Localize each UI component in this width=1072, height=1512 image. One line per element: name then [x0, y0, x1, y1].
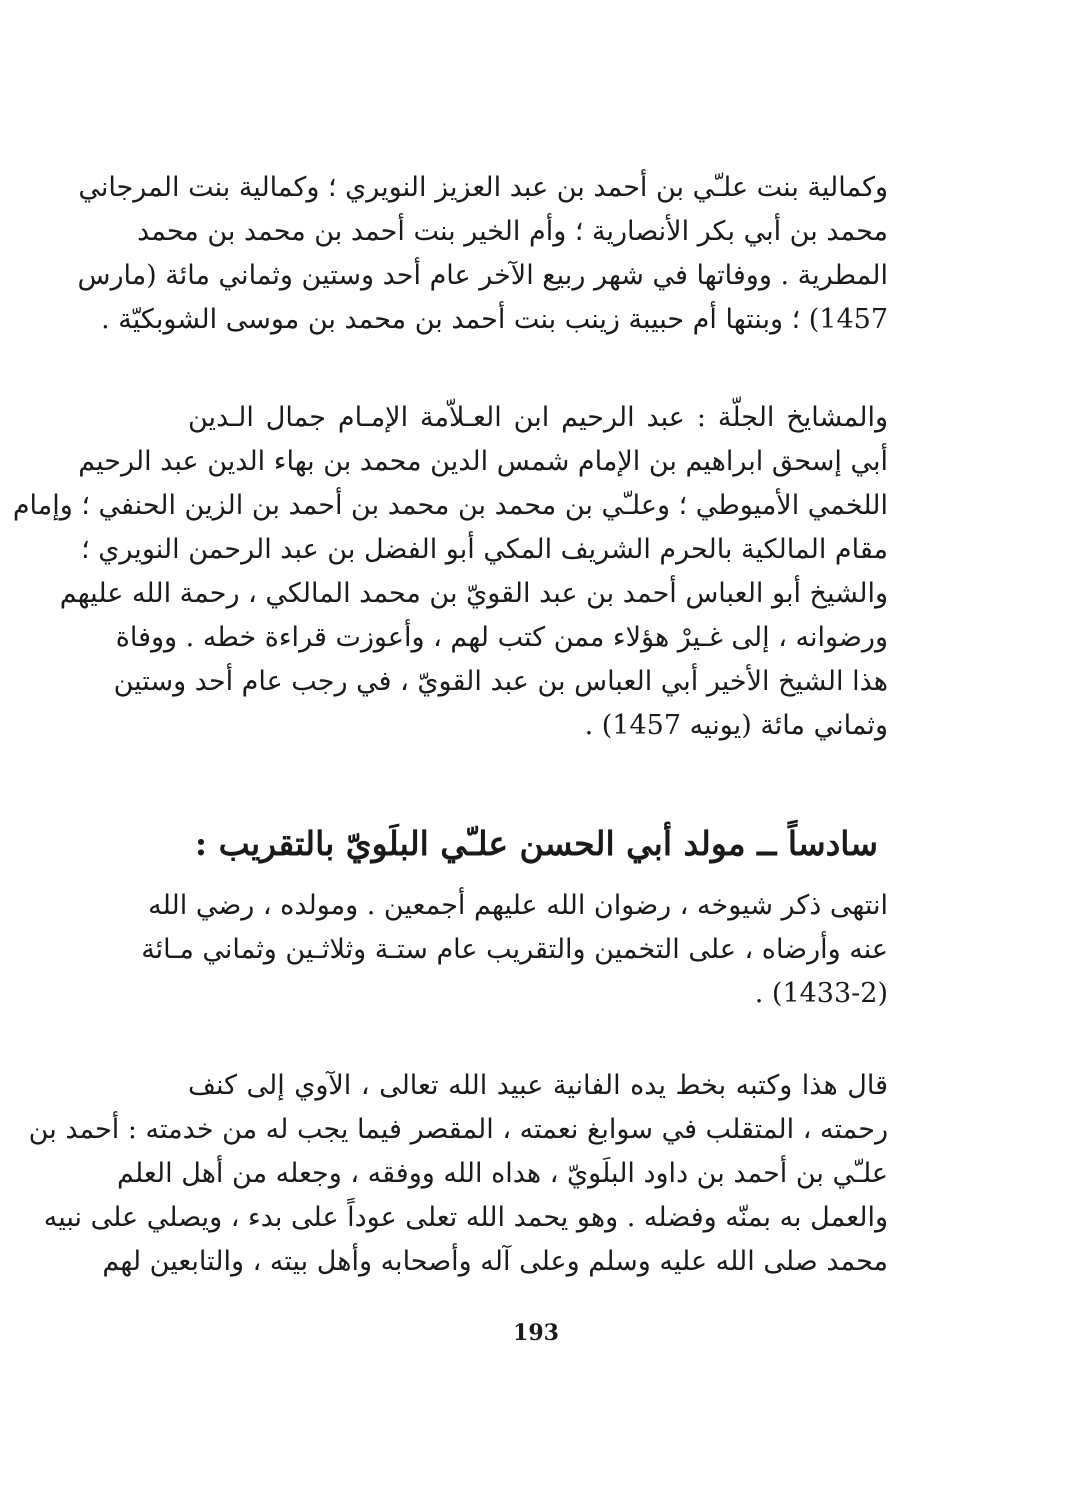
- section-heading: سادساً ــ مولد أبي الحسن علـّي البلَويّ بالتقريب :: [194, 824, 878, 863]
- text-line: أبي إسحق ابراهيم بن الإمام شمس الدين محمد بن بهاء الدين عبد الرحيم: [78, 446, 888, 477]
- text-line: وكمالية بنت علـّي بن أحمد بن عبد العزيز النويري ؛ وكمالية بنت المرجاني: [78, 172, 888, 203]
- text-line: وثماني مائة (يونيه 1457) .: [584, 710, 888, 741]
- text-line: مقام المالكية بالحرم الشريف المكي أبو الفضل بن عبد الرحمن النويري ؛: [81, 534, 888, 565]
- text-line: قال هذا وكتبه بخط يده الفانية عبيد الله تعالى ، الآوي إلى كنف: [188, 1070, 888, 1101]
- text-line: علـّي بن أحمد بن داود البلَويّ ، هداه الله ووفقه ، وجعله من أهل العلم: [117, 1158, 888, 1189]
- text-line: عنه وأرضاه ، على التخمين والتقريب عام ستـة وثلاثـين وثماني مـائة: [141, 934, 888, 965]
- text-line: محمد صلى الله عليه وسلم وعلى آله وأصحابه وأهل بيته ، والتابعين لهم: [102, 1246, 888, 1277]
- text-line: رحمته ، المتقلب في سوابغ نعمته ، المقصر فيما يجب له من خدمته : أحمد بن: [28, 1114, 888, 1145]
- text-line: محمد بن أبي بكر الأنصارية ؛ وأم الخير بنت أحمد بن محمد بن محمد: [137, 216, 888, 247]
- text-line: والمشايخ الجلّة : عبد الرحيم ابن العـلاّمة الإمـام جمال الـدين: [188, 402, 888, 433]
- text-line: والشيخ أبو العباس أحمد بن عبد القويّ بن محمد المالكي ، رحمة الله عليهم: [59, 578, 888, 609]
- text-line: والعمل به بمنّه وفضله . وهو يحمد الله تعلى عوداً على بدء ، ويصلي على نبيه: [43, 1202, 888, 1233]
- text-line: ورضوانه ، إلى غـيرْ هؤلاء ممن كتب لهم ، وأعوزت قراءة خطه . ووفاة: [115, 622, 888, 653]
- text-line: اللخمي الأميوطي ؛ وعلـّي بن محمد بن محمد بن أحمد بن الزين الحنفي ؛ وإمام: [12, 490, 888, 521]
- text-line: 1457) ؛ وبنتها أم حبيبة زينب بنت أحمد بن محمد بن موسى الشوبكيّة .: [101, 304, 888, 335]
- text-line: المطرية . ووفاتها في شهر ربيع الآخر عام أحد وستين وثماني مائة (مارس: [77, 260, 888, 291]
- page-number: 193: [513, 1320, 559, 1346]
- text-line: انتهى ذكر شيوخه ، رضوان الله عليهم أجمعين . ومولده ، رضي الله: [148, 890, 888, 921]
- text-line: هذا الشيخ الأخير أبي العباس بن عبد القويّ ، في رجب عام أحد وستين: [113, 666, 888, 697]
- text-line: (1433-2) .: [754, 978, 888, 1009]
